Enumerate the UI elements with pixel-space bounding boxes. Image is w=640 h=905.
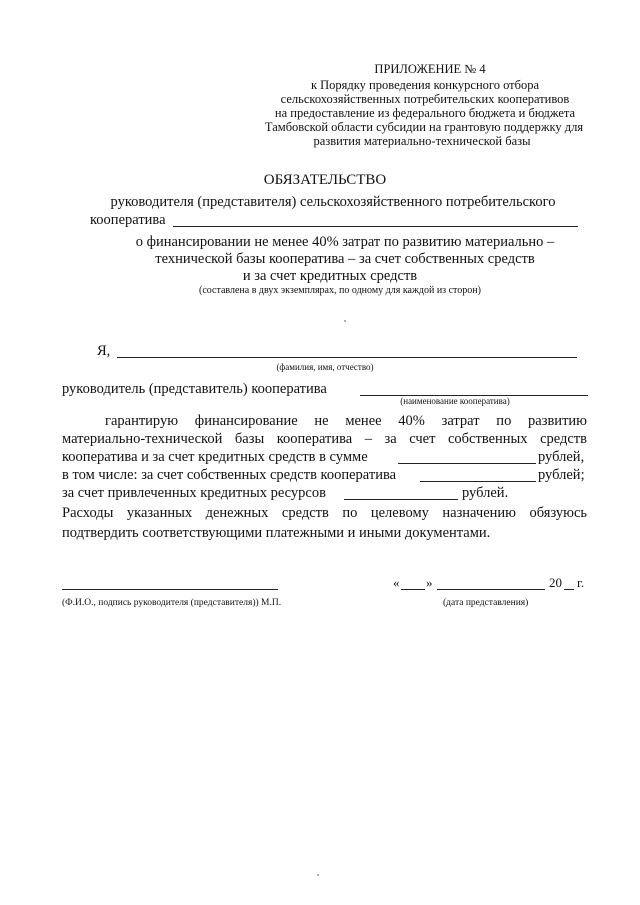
para-line-6: Расходы указанных денежных средств по целевому назначению обязуюсь: [62, 505, 587, 521]
appendix-line-5: развития материально-технической базы: [313, 134, 531, 148]
date-open-quote: «: [393, 575, 400, 590]
appendix-title: ПРИЛОЖЕНИЕ № 4: [374, 62, 486, 76]
subtitle-line-5: и за счет кредитных средств: [242, 268, 418, 284]
own-funds-blank-line: [420, 481, 536, 482]
signature-caption: (Ф.И.О., подпись руководителя (представителя)) М.П.: [62, 598, 282, 608]
head-label: руководитель (представитель) кооператива: [62, 381, 327, 397]
year-blank-line: [564, 589, 574, 590]
subtitle-line-4: технической базы кооператива – за счет собственных средств: [155, 251, 535, 267]
credit-funds-blank-line: [344, 499, 458, 500]
para-line-3-text: кооператива и за счет кредитных средств в сумме: [62, 449, 368, 465]
para-line-4-text: в том числе: за счет собственных средств кооператива: [62, 467, 397, 483]
year-suffix: г.: [577, 575, 585, 590]
subtitle-line-2: кооператива: [90, 212, 166, 228]
para-line-1: гарантирую финансирование не менее 40% затрат по развитию: [105, 413, 587, 429]
scan-speck: [317, 874, 319, 876]
total-amount-blank-line: [398, 463, 536, 464]
appendix-line-4: Тамбовской области субсидии на грантовую поддержку для: [264, 120, 584, 134]
signature-blank-line: [62, 589, 278, 590]
doc-title: ОБЯЗАТЕЛЬСТВО: [263, 172, 387, 188]
subtitle-line-1: руководителя (представителя) сельскохозяйственного потребительского: [110, 194, 556, 210]
fio-caption: (фамилия, имя, отчество): [276, 362, 374, 372]
copies-note: (составлена в двух экземплярах, по одному для каждой из сторон): [199, 285, 481, 296]
date-caption: (дата представления): [443, 598, 529, 608]
subtitle-line-3: о финансировании не менее 40% затрат по развитию материально –: [135, 234, 555, 250]
para-line-4-unit: рублей;: [538, 467, 585, 483]
para-line-5-unit: рублей.: [462, 485, 509, 501]
para-line-3-unit: рублей,: [538, 449, 585, 465]
day-blank-line: [401, 589, 425, 590]
year-prefix: 20: [549, 575, 562, 590]
scan-speck: [344, 320, 346, 322]
date-close-quote: »: [426, 575, 433, 590]
para-line-5-text: за счет привлеченных кредитных ресурсов: [62, 485, 326, 501]
appendix-line-2: сельскохозяйственных потребительских кооперативов: [280, 92, 570, 106]
fio-blank-line: [117, 357, 577, 358]
appendix-line-1: к Порядку проведения конкурсного отбора: [310, 78, 540, 92]
cooperative-blank-line: [173, 226, 578, 227]
coop-name-caption: (наименование кооператива): [400, 396, 510, 406]
ya-label: Я,: [97, 343, 111, 359]
para-line-7: подтвердить соответствующими платежными и иными документами.: [62, 525, 491, 541]
month-blank-line: [437, 589, 545, 590]
appendix-line-3: на предоставление из федерального бюджета и бюджета: [274, 106, 576, 120]
para-line-2: материально-технической базы кооператива – за счет собственных средств: [62, 431, 587, 447]
